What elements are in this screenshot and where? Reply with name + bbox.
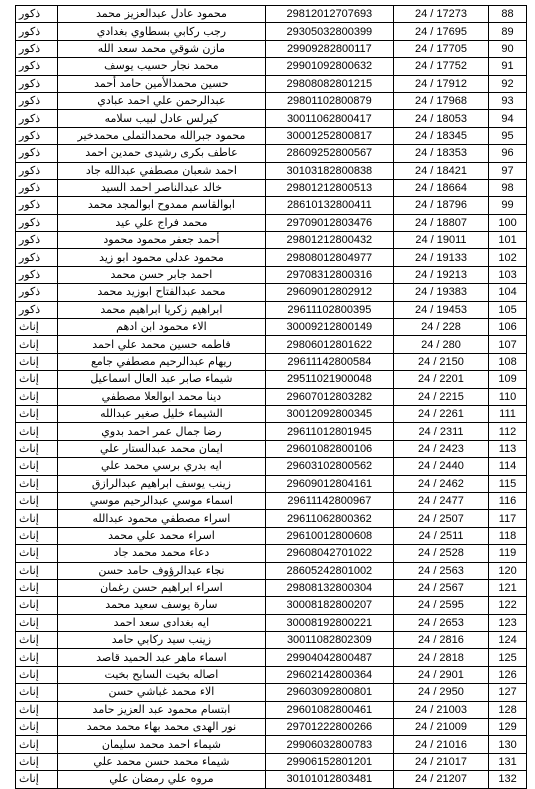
table-row <box>16 388 527 405</box>
serial-number-cell: 92 <box>489 75 527 92</box>
national-id-cell: 29801212800432 <box>265 232 393 249</box>
student-name-cell: ابراهيم زكريا ابراهيم محمد <box>57 301 265 318</box>
student-name-cell: دعاء محمد محمد جاد <box>57 545 265 562</box>
student-name-cell: ايه بدري برسي محمد علي <box>57 458 265 475</box>
serial-number-cell: 117 <box>489 510 527 527</box>
seat-code-cell: 24 / 17705 <box>393 40 488 57</box>
table-row <box>16 197 527 214</box>
serial-number-cell: 112 <box>489 423 527 440</box>
serial-number-cell: 89 <box>489 23 527 40</box>
national-id-cell: 30008182800207 <box>265 597 393 614</box>
student-name-cell: احمد جابر حسن محمد <box>57 266 265 283</box>
seat-code-cell: 24 / 21016 <box>393 736 488 753</box>
serial-number-cell: 94 <box>489 110 527 127</box>
student-name-cell: الشيماء خليل صغير عبدالله <box>57 405 265 422</box>
student-name-cell: احمد شعبان مصطفي عبدالله جاد <box>57 162 265 179</box>
national-id-cell: 29801102800879 <box>265 92 393 109</box>
national-id-cell: 29609012802912 <box>265 284 393 301</box>
seat-code-cell: 24 / 18664 <box>393 179 488 196</box>
serial-number-cell: 119 <box>489 545 527 562</box>
seat-code-cell: 24 / 19213 <box>393 266 488 283</box>
serial-number-cell: 131 <box>489 753 527 770</box>
serial-number-cell: 108 <box>489 353 527 370</box>
gender-cell: إناث <box>16 719 58 736</box>
gender-cell: إناث <box>16 597 58 614</box>
seat-code-cell: 24 / 2150 <box>393 353 488 370</box>
student-name-cell: عاطف بكرى رشيدى حمدين احمد <box>57 145 265 162</box>
seat-code-cell: 24 / 280 <box>393 336 488 353</box>
gender-cell: إناث <box>16 423 58 440</box>
roster-table-body <box>16 6 527 789</box>
table-row <box>16 266 527 283</box>
gender-cell: إناث <box>16 527 58 544</box>
seat-code-cell: 24 / 18353 <box>393 145 488 162</box>
table-row <box>16 284 527 301</box>
student-name-cell: مروه علي رمضان علي <box>57 771 265 788</box>
student-name-cell: ابتسام محمود عبد العزيز حامد <box>57 701 265 718</box>
table-row <box>16 75 527 92</box>
seat-code-cell: 24 / 17273 <box>393 6 488 23</box>
student-name-cell: ابوالقاسم ممدوح ابوالمجد محمد <box>57 197 265 214</box>
table-row <box>16 232 527 249</box>
gender-cell: ذكور <box>16 110 58 127</box>
seat-code-cell: 24 / 2201 <box>393 371 488 388</box>
seat-code-cell: 24 / 17695 <box>393 23 488 40</box>
gender-cell: ذكور <box>16 6 58 23</box>
serial-number-cell: 122 <box>489 597 527 614</box>
seat-code-cell: 24 / 2311 <box>393 423 488 440</box>
student-name-cell: اصاله بخيت السابح بخيت <box>57 666 265 683</box>
seat-code-cell: 24 / 2567 <box>393 579 488 596</box>
table-row <box>16 440 527 457</box>
table-row <box>16 162 527 179</box>
serial-number-cell: 99 <box>489 197 527 214</box>
table-row <box>16 771 527 788</box>
table-row <box>16 492 527 509</box>
table-row <box>16 371 527 388</box>
serial-number-cell: 120 <box>489 562 527 579</box>
seat-code-cell: 24 / 17752 <box>393 58 488 75</box>
table-row <box>16 458 527 475</box>
gender-cell: إناث <box>16 388 58 405</box>
national-id-cell: 30103182800838 <box>265 162 393 179</box>
table-row <box>16 301 527 318</box>
serial-number-cell: 127 <box>489 684 527 701</box>
serial-number-cell: 97 <box>489 162 527 179</box>
gender-cell: إناث <box>16 562 58 579</box>
student-name-cell: رضا جمال عمر احمد بدوي <box>57 423 265 440</box>
national-id-cell: 29601082800106 <box>265 440 393 457</box>
student-name-cell: رجب ركابي بسطاوي بغدادي <box>57 23 265 40</box>
student-name-cell: مازن شوقي محمد سعد الله <box>57 40 265 57</box>
seat-code-cell: 24 / 17968 <box>393 92 488 109</box>
national-id-cell: 29305032800399 <box>265 23 393 40</box>
table-row <box>16 527 527 544</box>
seat-code-cell: 24 / 2901 <box>393 666 488 683</box>
gender-cell: ذكور <box>16 179 58 196</box>
table-row <box>16 40 527 57</box>
gender-cell: ذكور <box>16 145 58 162</box>
national-id-cell: 29610012800608 <box>265 527 393 544</box>
student-name-cell: ريهام عبدالرحيم مصطفي جامع <box>57 353 265 370</box>
table-row <box>16 753 527 770</box>
national-id-cell: 30011062800417 <box>265 110 393 127</box>
serial-number-cell: 96 <box>489 145 527 162</box>
national-id-cell: 29812012707693 <box>265 6 393 23</box>
serial-number-cell: 98 <box>489 179 527 196</box>
gender-cell: إناث <box>16 614 58 631</box>
seat-code-cell: 24 / 2511 <box>393 527 488 544</box>
table-row <box>16 353 527 370</box>
gender-cell: إناث <box>16 736 58 753</box>
national-id-cell: 29607012803282 <box>265 388 393 405</box>
table-row <box>16 579 527 596</box>
seat-code-cell: 24 / 228 <box>393 319 488 336</box>
seat-code-cell: 24 / 19383 <box>393 284 488 301</box>
serial-number-cell: 104 <box>489 284 527 301</box>
national-id-cell: 29808082801215 <box>265 75 393 92</box>
national-id-cell: 29808012804977 <box>265 249 393 266</box>
gender-cell: إناث <box>16 753 58 770</box>
serial-number-cell: 124 <box>489 632 527 649</box>
gender-cell: إناث <box>16 579 58 596</box>
table-row <box>16 319 527 336</box>
serial-number-cell: 110 <box>489 388 527 405</box>
seat-code-cell: 24 / 19133 <box>393 249 488 266</box>
seat-code-cell: 24 / 2818 <box>393 649 488 666</box>
roster-table <box>15 5 527 789</box>
national-id-cell: 29801212800513 <box>265 179 393 196</box>
gender-cell: ذكور <box>16 75 58 92</box>
gender-cell: ذكور <box>16 284 58 301</box>
serial-number-cell: 132 <box>489 771 527 788</box>
gender-cell: إناث <box>16 336 58 353</box>
student-name-cell: اسراء مصطفي محمود عبدالله <box>57 510 265 527</box>
national-id-cell: 29609012804161 <box>265 475 393 492</box>
student-name-cell: نجاء عبدالرؤوف حامد حسن <box>57 562 265 579</box>
student-name-cell: محمود جبرالله محمدالتملى محمدخير <box>57 127 265 144</box>
national-id-cell: 30012092800345 <box>265 405 393 422</box>
seat-code-cell: 24 / 18807 <box>393 214 488 231</box>
student-name-cell: الاء محمد غباشي حسن <box>57 684 265 701</box>
seat-code-cell: 24 / 18421 <box>393 162 488 179</box>
gender-cell: إناث <box>16 371 58 388</box>
student-name-cell: نور الهدى محمد بهاء محمد محمد <box>57 719 265 736</box>
table-row <box>16 562 527 579</box>
seat-code-cell: 24 / 2528 <box>393 545 488 562</box>
table-row <box>16 58 527 75</box>
serial-number-cell: 126 <box>489 666 527 683</box>
serial-number-cell: 113 <box>489 440 527 457</box>
national-id-cell: 29611142800967 <box>265 492 393 509</box>
seat-code-cell: 24 / 2595 <box>393 597 488 614</box>
seat-code-cell: 24 / 2215 <box>393 388 488 405</box>
serial-number-cell: 90 <box>489 40 527 57</box>
student-name-cell: كيرلس عادل لبيب سلامه <box>57 110 265 127</box>
gender-cell: ذكور <box>16 40 58 57</box>
national-id-cell: 29602142800364 <box>265 666 393 683</box>
table-row <box>16 249 527 266</box>
national-id-cell: 29904042800487 <box>265 649 393 666</box>
gender-cell: ذكور <box>16 197 58 214</box>
gender-cell: إناث <box>16 701 58 718</box>
national-id-cell: 29601082800461 <box>265 701 393 718</box>
student-name-cell: حسين محمدالأمين حامد أحمد <box>57 75 265 92</box>
seat-code-cell: 24 / 2950 <box>393 684 488 701</box>
gender-cell: إناث <box>16 632 58 649</box>
table-row <box>16 423 527 440</box>
gender-cell: ذكور <box>16 249 58 266</box>
student-name-cell: محمد نجار حسيب يوسف <box>57 58 265 75</box>
student-name-cell: شيماء محمد حسن محمد علي <box>57 753 265 770</box>
national-id-cell: 29808132800304 <box>265 579 393 596</box>
table-row <box>16 614 527 631</box>
table-row <box>16 23 527 40</box>
student-name-cell: اسراء ابراهيم حسن رغمان <box>57 579 265 596</box>
table-row <box>16 684 527 701</box>
gender-cell: إناث <box>16 666 58 683</box>
national-id-cell: 29603102800562 <box>265 458 393 475</box>
national-id-cell: 30001252800817 <box>265 127 393 144</box>
national-id-cell: 28609252800567 <box>265 145 393 162</box>
seat-code-cell: 24 / 2462 <box>393 475 488 492</box>
seat-code-cell: 24 / 19453 <box>393 301 488 318</box>
national-id-cell: 28605242801002 <box>265 562 393 579</box>
student-name-cell: اسماء ماهر عبد الحميد قاصد <box>57 649 265 666</box>
serial-number-cell: 121 <box>489 579 527 596</box>
table-row <box>16 145 527 162</box>
student-name-cell: أحمد جعفر محمود محمود <box>57 232 265 249</box>
serial-number-cell: 107 <box>489 336 527 353</box>
table-row <box>16 179 527 196</box>
serial-number-cell: 106 <box>489 319 527 336</box>
gender-cell: إناث <box>16 440 58 457</box>
national-id-cell: 29901092800632 <box>265 58 393 75</box>
student-name-cell: محمود عادل عبدالعزيز محمد <box>57 6 265 23</box>
gender-cell: إناث <box>16 353 58 370</box>
serial-number-cell: 111 <box>489 405 527 422</box>
table-row <box>16 632 527 649</box>
seat-code-cell: 24 / 18796 <box>393 197 488 214</box>
gender-cell: ذكور <box>16 232 58 249</box>
national-id-cell: 29511021900048 <box>265 371 393 388</box>
table-row <box>16 92 527 109</box>
table-row <box>16 214 527 231</box>
table-row <box>16 701 527 718</box>
seat-code-cell: 24 / 21003 <box>393 701 488 718</box>
gender-cell: إناث <box>16 771 58 788</box>
student-name-cell: دينا محمد ابوالعلا مصطفي <box>57 388 265 405</box>
gender-cell: إناث <box>16 545 58 562</box>
student-name-cell: عبدالرحمن علي احمد عبادي <box>57 92 265 109</box>
serial-number-cell: 100 <box>489 214 527 231</box>
serial-number-cell: 105 <box>489 301 527 318</box>
national-id-cell: 29611142800584 <box>265 353 393 370</box>
national-id-cell: 30008192800221 <box>265 614 393 631</box>
national-id-cell: 30101012803481 <box>265 771 393 788</box>
gender-cell: إناث <box>16 475 58 492</box>
serial-number-cell: 115 <box>489 475 527 492</box>
seat-code-cell: 24 / 18053 <box>393 110 488 127</box>
seat-code-cell: 24 / 2563 <box>393 562 488 579</box>
table-row <box>16 110 527 127</box>
serial-number-cell: 93 <box>489 92 527 109</box>
table-row <box>16 510 527 527</box>
serial-number-cell: 114 <box>489 458 527 475</box>
national-id-cell: 28610132800411 <box>265 197 393 214</box>
seat-code-cell: 24 / 2816 <box>393 632 488 649</box>
serial-number-cell: 109 <box>489 371 527 388</box>
student-name-cell: شيماء صابر عبد العال اسماعيل <box>57 371 265 388</box>
student-name-cell: محمود عدلى محمود ابو زيد <box>57 249 265 266</box>
gender-cell: إناث <box>16 319 58 336</box>
student-name-cell: ايه بغدادى سعد احمد <box>57 614 265 631</box>
seat-code-cell: 24 / 2653 <box>393 614 488 631</box>
gender-cell: إناث <box>16 510 58 527</box>
seat-code-cell: 24 / 2477 <box>393 492 488 509</box>
gender-cell: ذكور <box>16 266 58 283</box>
serial-number-cell: 88 <box>489 6 527 23</box>
national-id-cell: 29708312800316 <box>265 266 393 283</box>
gender-cell: ذكور <box>16 162 58 179</box>
serial-number-cell: 103 <box>489 266 527 283</box>
national-id-cell: 29906032800783 <box>265 736 393 753</box>
national-id-cell: 29608042701022 <box>265 545 393 562</box>
seat-code-cell: 24 / 2507 <box>393 510 488 527</box>
student-name-cell: سارة يوسف سعيد محمد <box>57 597 265 614</box>
serial-number-cell: 128 <box>489 701 527 718</box>
seat-code-cell: 24 / 18345 <box>393 127 488 144</box>
gender-cell: إناث <box>16 492 58 509</box>
student-name-cell: شيماء احمد محمد سليمان <box>57 736 265 753</box>
national-id-cell: 29611062800362 <box>265 510 393 527</box>
serial-number-cell: 116 <box>489 492 527 509</box>
table-row <box>16 475 527 492</box>
national-id-cell: 29611012801945 <box>265 423 393 440</box>
seat-code-cell: 24 / 2423 <box>393 440 488 457</box>
gender-cell: ذكور <box>16 92 58 109</box>
table-row <box>16 649 527 666</box>
table-row <box>16 597 527 614</box>
table-row <box>16 736 527 753</box>
seat-code-cell: 24 / 19011 <box>393 232 488 249</box>
table-row <box>16 336 527 353</box>
student-name-cell: ايمان محمد عبدالستار علي <box>57 440 265 457</box>
serial-number-cell: 91 <box>489 58 527 75</box>
serial-number-cell: 125 <box>489 649 527 666</box>
student-name-cell: اسماء موسي عبدالرحيم موسي <box>57 492 265 509</box>
seat-code-cell: 24 / 21017 <box>393 753 488 770</box>
student-name-cell: محمد عبدالفتاح ابوزيد محمد <box>57 284 265 301</box>
national-id-cell: 29806012801622 <box>265 336 393 353</box>
gender-cell: إناث <box>16 684 58 701</box>
gender-cell: ذكور <box>16 214 58 231</box>
gender-cell: ذكور <box>16 23 58 40</box>
national-id-cell: 30011082802309 <box>265 632 393 649</box>
national-id-cell: 29909282800117 <box>265 40 393 57</box>
table-row <box>16 545 527 562</box>
table-row <box>16 6 527 23</box>
table-row <box>16 405 527 422</box>
student-name-cell: فاطمه حسين محمد علي احمد <box>57 336 265 353</box>
national-id-cell: 29906152801201 <box>265 753 393 770</box>
gender-cell: إناث <box>16 405 58 422</box>
seat-code-cell: 24 / 2440 <box>393 458 488 475</box>
seat-code-cell: 24 / 21009 <box>393 719 488 736</box>
table-row <box>16 666 527 683</box>
serial-number-cell: 130 <box>489 736 527 753</box>
seat-code-cell: 24 / 17912 <box>393 75 488 92</box>
student-name-cell: اسراء محمد علي محمد <box>57 527 265 544</box>
gender-cell: إناث <box>16 458 58 475</box>
student-name-cell: زينب يوسف ابراهيم عبدالرازق <box>57 475 265 492</box>
national-id-cell: 29603092800801 <box>265 684 393 701</box>
national-id-cell: 29701222800266 <box>265 719 393 736</box>
gender-cell: إناث <box>16 649 58 666</box>
table-row <box>16 719 527 736</box>
seat-code-cell: 24 / 21207 <box>393 771 488 788</box>
national-id-cell: 30009212800149 <box>265 319 393 336</box>
seat-code-cell: 24 / 2261 <box>393 405 488 422</box>
serial-number-cell: 101 <box>489 232 527 249</box>
national-id-cell: 29611102800395 <box>265 301 393 318</box>
serial-number-cell: 118 <box>489 527 527 544</box>
gender-cell: ذكور <box>16 301 58 318</box>
gender-cell: ذكور <box>16 58 58 75</box>
student-name-cell: الاء محمود ابن ادهم <box>57 319 265 336</box>
serial-number-cell: 102 <box>489 249 527 266</box>
table-row <box>16 127 527 144</box>
national-id-cell: 29709012803476 <box>265 214 393 231</box>
student-name-cell: خالد عبدالناصر احمد السيد <box>57 179 265 196</box>
serial-number-cell: 129 <box>489 719 527 736</box>
serial-number-cell: 95 <box>489 127 527 144</box>
gender-cell: ذكور <box>16 127 58 144</box>
student-name-cell: زينب سيد ركابي حامد <box>57 632 265 649</box>
serial-number-cell: 123 <box>489 614 527 631</box>
student-name-cell: محمد فراج علي عيد <box>57 214 265 231</box>
